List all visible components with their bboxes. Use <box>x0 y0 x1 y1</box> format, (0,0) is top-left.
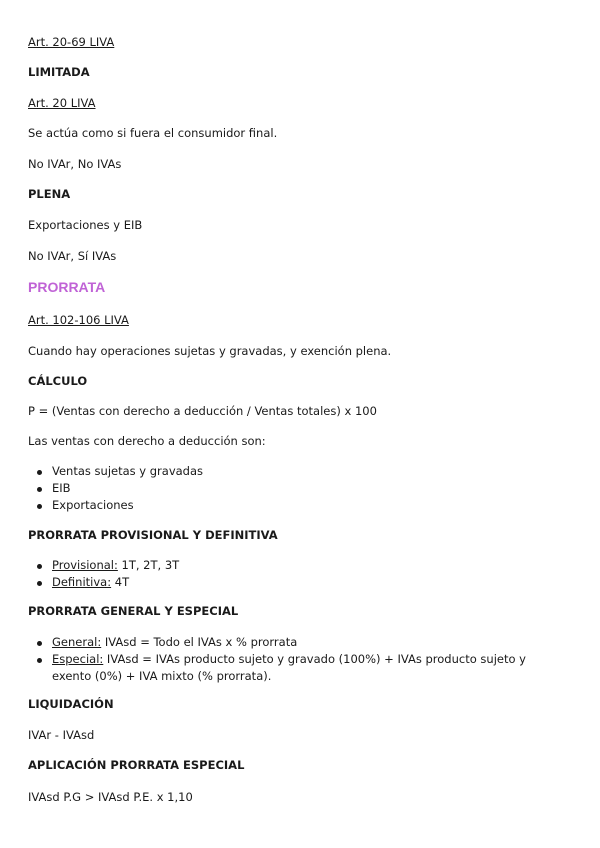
list-item <box>28 574 568 591</box>
list-item-text: 1T, 2T, 3T <box>117 558 180 572</box>
paragraph: No IVAr, No IVAs <box>28 157 122 171</box>
list-item-label: Provisional: <box>52 558 118 572</box>
article-reference: Art. 102-106 LIVA <box>28 313 129 327</box>
section-title-prorrata: PRORRATA <box>28 279 106 295</box>
list-item <box>28 634 568 651</box>
bullet-icon <box>37 641 42 646</box>
list-item-text: IVAsd = Todo el IVAs x % prorrata <box>101 635 298 649</box>
bullet-icon <box>37 658 42 663</box>
list-item-text: IVAsd = IVAs producto sujeto y gravado (100%) + IVAs producto sujeto y exento (0%) + IVA mixto (% prorrata). <box>52 652 526 683</box>
list-item-text: Ventas sujetas y gravadas <box>52 464 204 478</box>
list-item <box>28 480 568 497</box>
article-reference: Art. 20 LIVA <box>28 96 96 110</box>
paragraph: Las ventas con derecho a deducción son: <box>28 434 266 448</box>
bullet-icon <box>37 470 42 475</box>
heading-aplicacion-prorrata-especial: APLICACIÓN PRORRATA ESPECIAL <box>28 758 245 772</box>
heading-prorrata-general-especial: PRORRATA GENERAL Y ESPECIAL <box>28 604 239 618</box>
list-item-text: 4T <box>111 575 130 589</box>
article-reference: Art. 20-69 LIVA <box>28 35 115 49</box>
bullet-icon <box>37 487 42 492</box>
prov-def-list <box>28 557 568 591</box>
list-item <box>28 557 568 574</box>
formula-text: IVAsd P.G > IVAsd P.E. x 1,10 <box>28 790 193 804</box>
list-item-text: EIB <box>52 481 71 495</box>
bullet-icon <box>37 564 42 569</box>
heading-calculo: CÁLCULO <box>28 374 88 388</box>
bullet-icon <box>37 504 42 509</box>
list-item-label: Especial: <box>52 652 104 666</box>
paragraph: Exportaciones y EIB <box>28 218 143 232</box>
list-item <box>28 497 568 514</box>
list-item <box>28 651 568 685</box>
list-item-text: Exportaciones <box>52 498 134 512</box>
ventas-list <box>28 463 568 514</box>
gen-esp-list <box>28 634 568 685</box>
heading-limitada: LIMITADA <box>28 65 90 79</box>
heading-liquidacion: LIQUIDACIÓN <box>28 697 114 711</box>
paragraph: Cuando hay operaciones sujetas y gravadas, y exención plena. <box>28 344 392 358</box>
paragraph: No IVAr, Sí IVAs <box>28 249 117 263</box>
list-item <box>28 463 568 480</box>
paragraph: Se actúa como si fuera el consumidor final. <box>28 126 278 140</box>
list-item-label: Definitiva: <box>52 575 112 589</box>
heading-plena: PLENA <box>28 187 71 201</box>
formula-text: P = (Ventas con derecho a deducción / Ventas totales) x 100 <box>28 404 377 418</box>
list-item-label: General: <box>52 635 102 649</box>
heading-prorrata-provisional-definitiva: PRORRATA PROVISIONAL Y DEFINITIVA <box>28 528 278 542</box>
bullet-icon <box>37 581 42 586</box>
formula-text: IVAr - IVAsd <box>28 728 95 742</box>
